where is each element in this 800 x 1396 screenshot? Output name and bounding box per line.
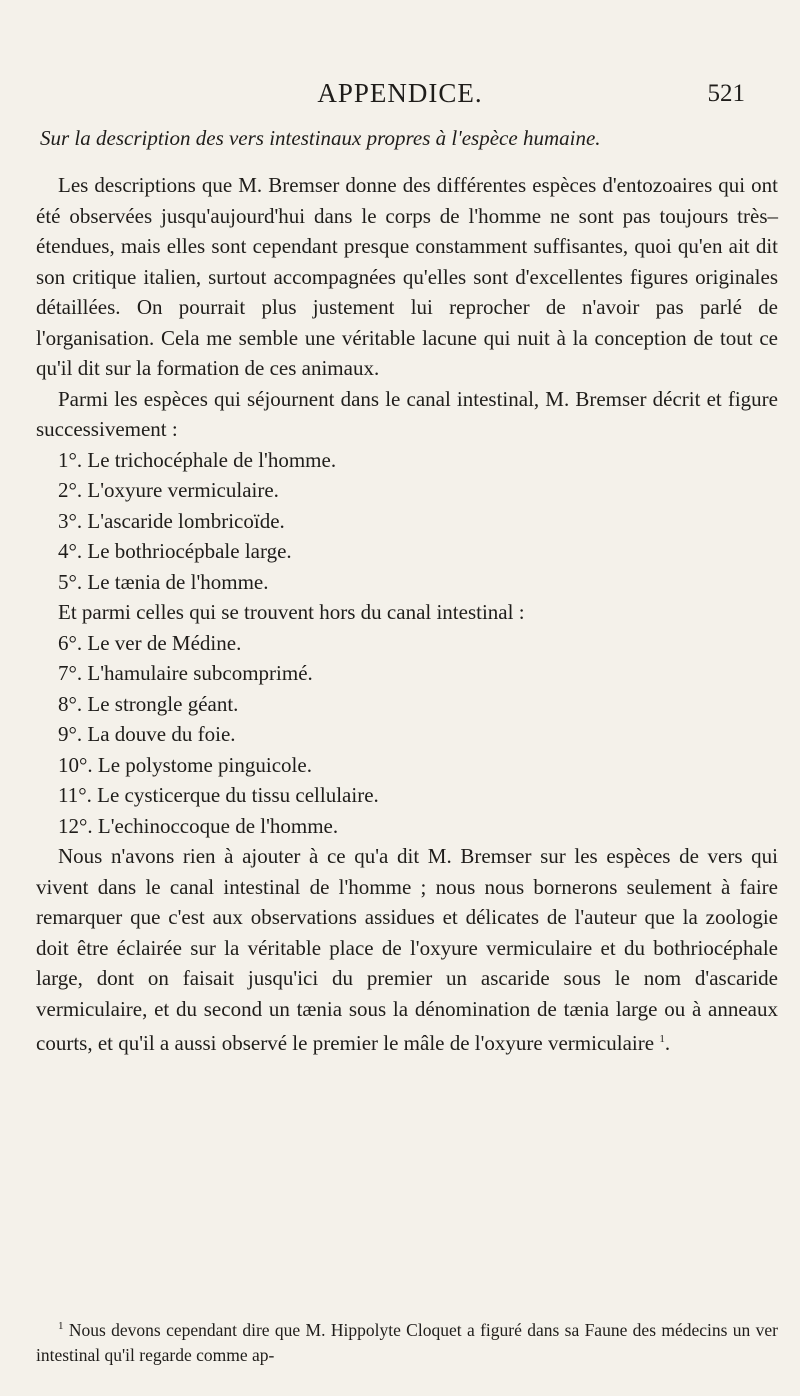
list-item: 4°. Le bothriocépbale large. [58, 539, 292, 563]
list-item: 2°. L'oxyure vermiculaire. [58, 478, 279, 502]
page-number: 521 [707, 80, 745, 107]
list-item: 12°. L'echinoccoque de l'homme. [58, 813, 339, 838]
paragraph-extra-intestinal-species: Et parmi celles qui se trouvent hors du canal intestinal : [58, 600, 525, 624]
commentary-text: Nous n'avons rien à ajouter à ce qu'a dit M. Bremser sur les espèces de vers qui vivent dans le canal intestinal de l'homme ; nous nous bornerons seulement à faire remarquer que c'est aux observations assidues et délicates de l'auteur que la zoologie doit être éclairée sur la véritable place de l'oxyure vermiculaire et du bothriocéphale large, dont on faisait jusqu'ici du premier un ascaride sous le nom d'ascaride vermiculaire, et du second un tænia sous la dénomination de tænia large ou à anneaux courts, et qu'il a aussi observé le premier le mâle de l'oxyure vermiculaire [36, 844, 778, 1055]
footnote-text: Nous devons cependant dire que M. Hippolyte Cloquet a figuré dans sa Faune des médecins un ver intestinal qu'il regarde comme ap- [36, 1319, 778, 1365]
paragraph-commentary: Nous n'avons rien à ajouter à ce qu'a dit M. Bremser sur les espèces de vers qui vivent dans le canal intestinal de l'homme ; nous nous bornerons seulement à faire remarquer que c'est aux observations assidues et délicates de l'auteur que la zoologie doit être éclairée sur la véritable place de l'oxyure vermiculaire et du bothriocéphale large, dont on faisait jusqu'ici du premier un ascaride sous le nom d'ascaride vermiculaire, et du second un tænia sous la dénomination de tænia large ou à anneaux courts, et qu'il a aussi observé le premier le mâle de l'oxyure vermiculaire $^1$. [36, 844, 778, 1055]
footnote [36, 1314, 778, 1368]
list-item: 8°. Le strongle géant. [58, 691, 239, 716]
intestinal-species-list [36, 445, 778, 598]
list-item: 10°. Le polystome pinguicole. [58, 752, 312, 777]
running-head [0, 78, 800, 112]
section-title: Sur la description des vers intestinaux propres à l'espèce humaine. [40, 126, 601, 150]
footnote-marker: 1 [58, 1320, 64, 1332]
list-item: 9°. La douve du foie. [58, 722, 236, 746]
list-item: 11°. Le cysticerque du tissu cellulaire. [58, 783, 379, 807]
list-item: 3°. L'ascaride lombricoïde. [58, 508, 285, 533]
list-item: 6°. Le ver de Médine. [58, 630, 242, 655]
list-item: 5°. Le tænia de l'homme. [58, 569, 269, 594]
footnote-reference[interactable]: 1 [659, 1033, 665, 1045]
body-text [36, 170, 778, 1059]
paragraph-intro: Les descriptions que M. Bremser donne des différentes espèces d'entozoaires qui ont été observées jusqu'aujourd'hui dans le corps de l'homme ne sont pas toujours très–étendues, mais elles sont cependant presque constamment suffisantes, quoi qu'en ait dit son critique italien, surtout accompagnées qu'elles sont d'excellentes figures originales détaillées. On pourrait plus justement lui reprocher de n'avoir pas parlé de l'organisation. Cela me semble une véritable lacune qui nuit à la conception de tout ce qu'il dit sur la formation de ces animaux. [36, 173, 778, 380]
running-title: APPENDICE. [317, 78, 483, 108]
extra-intestinal-species-list [36, 628, 778, 842]
paragraph-intestinal-species: Parmi les espèces qui séjournent dans le canal intestinal, M. Bremser décrit et figure successivement : [36, 386, 778, 441]
list-item: 1°. Le trichocéphale de l'homme. [58, 447, 337, 472]
list-item: 7°. L'hamulaire subcomprimé. [58, 661, 313, 685]
footnote-paragraph [36, 1314, 778, 1368]
